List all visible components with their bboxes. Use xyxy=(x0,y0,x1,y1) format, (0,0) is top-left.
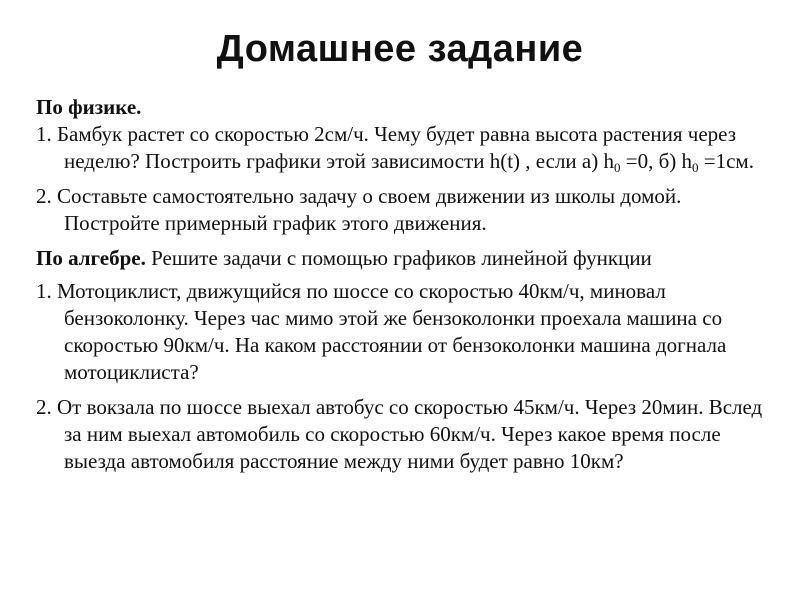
h0-subscript-a: 0 xyxy=(613,160,621,175)
h0-subscript-b: 0 xyxy=(692,160,699,175)
algebra-task-2: 2. От вокзала по шоссе выехал автобус со скоростью 45км/ч. Через 20мин. Вслед за ним выехал автомобиль со скоростью 60км/ч. Через какое время после выезда автомобиля расстояние между ними будет равно 10км? xyxy=(36,395,763,473)
slide-title: Домашнее задание xyxy=(216,28,584,70)
physics-heading: По физике. xyxy=(36,95,142,119)
physics-task-2: 2. Составьте самостоятельно задачу о своем движении из школы домой. Постройте примерный график этого движения. xyxy=(36,184,682,235)
algebra-task-1: 1. Мотоциклист, движущийся по шоссе со скоростью 40км/ч, миновал бензоколонку. Через час мимо этой же бензоколонки проехала машина со скоростью 90км/ч. На каком расстоянии от бензоколонки машина догнала мотоциклиста? xyxy=(36,279,727,384)
physics-task-1-text-a: 1. Бамбук растет со скоростью 2см/ч. Чему будет равна высота растения через неделю? Построить графики этой зависимости h(t) , если а) h xyxy=(36,122,737,173)
algebra-heading: По алгебре. xyxy=(36,246,146,270)
algebra-intro: Решите задачи с помощью графиков линейной функции xyxy=(145,246,652,270)
physics-task-1-text-b: =0, б) h xyxy=(620,149,693,173)
physics-task-1 xyxy=(36,121,776,175)
algebra-section xyxy=(36,245,776,475)
physics-section xyxy=(36,94,776,237)
algebra-heading-line xyxy=(36,245,776,272)
slide-content xyxy=(36,94,776,483)
physics-task-1-text-c: =1см. xyxy=(698,149,754,173)
